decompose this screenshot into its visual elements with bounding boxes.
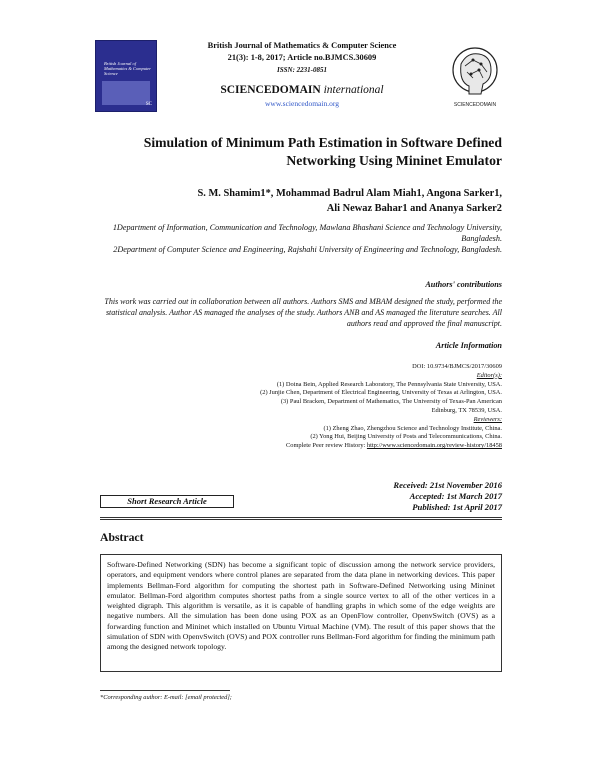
doi: DOI: 10.9734/BJMCS/2017/30609	[412, 363, 502, 370]
publisher-website[interactable]: www.sciencedomain.org	[265, 99, 339, 108]
reviewer-2: (2) Yong Hui, Beijing University of Posts and Telecommunications, China.	[310, 433, 502, 441]
authors-line-2: Ali Newaz Bahar1 and Ananya Sarker2	[326, 203, 502, 214]
paper-title	[100, 134, 502, 170]
corresponding-author-footnote: *Corresponding author: E-mail: [email protected];	[100, 694, 232, 701]
cover-title: British Journal of Mathematics & Computer Science	[104, 61, 151, 76]
affiliation-2: 2Department of Computer Science and Engineering, Rajshahi University of Engineering and Technology, Bangladesh.	[113, 245, 502, 254]
dates-block	[300, 480, 502, 513]
editor-3-cont: Edinburg, TX 78539, USA.	[431, 406, 502, 414]
publisher-italic: international	[320, 84, 384, 96]
editor-1: (1) Doina Bein, Applied Research Laboratory, The Pennsylvania State University, USA.	[276, 380, 502, 388]
title-line-2: Networking Using Mininet Emulator	[286, 153, 502, 168]
cover-artwork	[102, 81, 150, 105]
article-info-block	[100, 363, 502, 451]
editors-label: Editor(s):	[476, 371, 502, 379]
journal-citation: 21(3): 1-8, 2017; Article no.BJMCS.30609	[227, 53, 377, 62]
journal-header	[165, 40, 439, 64]
publisher-logo	[447, 44, 503, 110]
divider-top	[100, 517, 502, 518]
footnote-rule	[100, 690, 230, 691]
logo-caption: SCIENCEDOMAIN	[453, 102, 497, 108]
review-history-link[interactable]: http://www.sciencedomain.org/review-history/18458	[366, 442, 502, 450]
reviewers-label: Reviewers:	[473, 415, 502, 423]
cover-badge: SC	[145, 102, 152, 107]
affiliations	[100, 222, 502, 255]
journal-name: British Journal of Mathematics & Computer Science	[207, 41, 397, 50]
article-type-badge: Short Research Article	[100, 495, 234, 508]
title-line-1: Simulation of Minimum Path Estimation in Software Defined	[143, 135, 502, 150]
editor-3: (3) Paul Bracken, Department of Mathematics, The University of Texas-Pan American	[280, 398, 502, 406]
article-info-heading: Article Information	[435, 341, 502, 350]
editor-2: (2) Junjie Chen, Department of Electrical Engineering, University of Texas at Arlington, USA.	[260, 389, 502, 397]
abstract-text: Software-Defined Networking (SDN) has become a significant topic of discussion among the network service providers, operators, and equipment vendors where control planes are separated from the data plane in networking devices. This paper implements Bellman-Ford algorithm for computing the shortest path in Software-Defined Networking using Mininet emulator. Bellman-Ford algorithm computes shortest paths from a single source vertex to all of the other vertices in a weighted digraph. This algorithm is versatile, as it is capable of handling graphs in which some of the edge weights are negative numbers. All the simulation has been done using POX as an OpenFlow controller, OpenvSwitch (OVS) as a forwarding function and Mininet which installed on Ubuntu Virtual Machine (VM). The result of this paper shows that the simulation of SDN with OpenvSwitch (OVS) and POX controller runs Bellman-Ford algorithm for finding the minimum path among the designed network topology.	[100, 554, 502, 672]
accepted-date: Accepted: 1st March 2017	[409, 491, 502, 501]
contributions-heading: Authors' contributions	[425, 280, 502, 289]
journal-cover-image	[95, 40, 157, 112]
affiliation-1: 1Department of Information, Communication and Technology, Mawlana Bhashani Science and Technology University, Bangladesh.	[112, 223, 502, 243]
publisher-name	[165, 84, 439, 96]
divider-bottom	[100, 519, 502, 520]
publisher-bold: SCIENCEDOMAIN	[220, 84, 321, 96]
author-list	[180, 186, 502, 216]
authors-line-1: S. M. Shamim1*, Mohammad Badrul Alam Miah1, Angona Sarker1,	[197, 188, 502, 199]
reviewer-1: (1) Zheng Zhao, Zhengzhou Science and Technology Institute, China.	[323, 424, 502, 432]
issn: ISSN: 2231-0851	[277, 66, 327, 74]
published-date: Published: 1st April 2017	[412, 502, 502, 512]
review-history	[100, 442, 502, 451]
contributions-text: This work was carried out in collaboration between all authors. Authors SMS and MBAM designed the study, performed the statistical analysis. Author AS managed the analyses of the study. Authors ANB and AS managed the literature searches. All authors read and approved the final manuscript.	[104, 297, 502, 328]
received-date: Received: 21st November 2016	[393, 480, 502, 490]
review-history-label: Complete Peer review History:	[285, 442, 367, 450]
abstract-heading: Abstract	[100, 531, 144, 544]
